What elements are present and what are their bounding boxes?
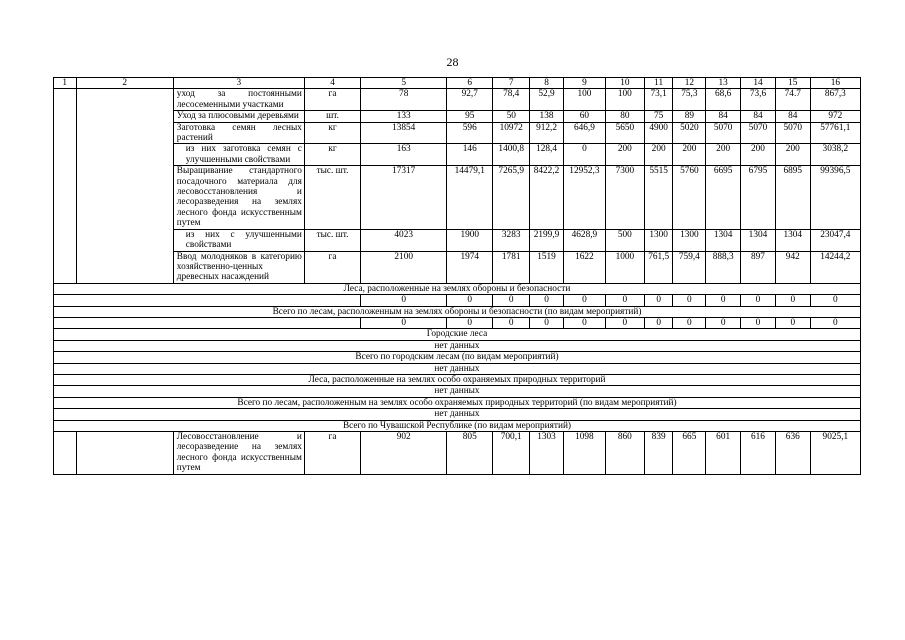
value-cell: 128,4 bbox=[530, 144, 564, 166]
unit-cell: га bbox=[304, 89, 360, 111]
column-number-cell: 11 bbox=[644, 78, 673, 89]
value-cell: 7265,9 bbox=[493, 166, 530, 229]
value-cell: 0 bbox=[673, 295, 706, 306]
value-cell: 0 bbox=[810, 317, 860, 328]
table-row bbox=[54, 166, 861, 229]
activity-name: Лесовосстановление и лесоразведение на землях лесного фонда искусственным путем bbox=[173, 432, 304, 475]
value-cell: 0 bbox=[741, 317, 776, 328]
value-cell: 9025,1 bbox=[810, 432, 860, 475]
column-number-row bbox=[54, 78, 861, 89]
value-cell: 0 bbox=[563, 317, 605, 328]
no-data-row bbox=[54, 386, 861, 397]
table-row bbox=[54, 251, 861, 283]
value-cell: 6795 bbox=[741, 166, 776, 229]
activity-name: из них с улучшенными свойствами bbox=[173, 229, 304, 251]
value-cell: 1303 bbox=[530, 432, 564, 475]
page-number: 28 bbox=[446, 55, 459, 69]
no-data-row bbox=[54, 409, 861, 420]
value-cell: 133 bbox=[361, 111, 447, 122]
value-cell: 3283 bbox=[493, 229, 530, 251]
column-number-cell: 12 bbox=[673, 78, 706, 89]
no-data-row bbox=[54, 363, 861, 374]
value-cell: 5020 bbox=[673, 122, 706, 144]
table-row bbox=[54, 229, 861, 251]
value-cell: 100 bbox=[605, 89, 644, 111]
value-cell: 8422,2 bbox=[530, 166, 564, 229]
value-cell: 1098 bbox=[563, 432, 605, 475]
value-cell: 74.7 bbox=[775, 89, 810, 111]
value-cell: 0 bbox=[447, 295, 493, 306]
value-cell: 12952,3 bbox=[563, 166, 605, 229]
value-cell: 0 bbox=[605, 317, 644, 328]
no-data-row bbox=[54, 340, 861, 351]
value-cell: 972 bbox=[810, 111, 860, 122]
zero-values-row bbox=[54, 317, 861, 328]
value-cell: 1300 bbox=[673, 229, 706, 251]
value-cell: 0 bbox=[741, 295, 776, 306]
value-cell: 68,6 bbox=[706, 89, 741, 111]
value-cell: 4628,9 bbox=[563, 229, 605, 251]
unit-cell: кг bbox=[304, 144, 360, 166]
value-cell: 0 bbox=[706, 317, 741, 328]
value-cell: 1304 bbox=[775, 229, 810, 251]
value-cell: 200 bbox=[605, 144, 644, 166]
section-total-title bbox=[54, 420, 861, 431]
section-title bbox=[54, 329, 861, 340]
activity-name: Заготовка семян лесных растений bbox=[173, 122, 304, 144]
value-cell: 50 bbox=[493, 111, 530, 122]
value-cell: 73,1 bbox=[644, 89, 673, 111]
value-cell: 5070 bbox=[775, 122, 810, 144]
value-cell: 902 bbox=[361, 432, 447, 475]
no-data-row-cell: нет данных bbox=[54, 363, 861, 374]
value-cell: 0 bbox=[493, 295, 530, 306]
empty-cell bbox=[54, 317, 361, 328]
value-cell: 897 bbox=[741, 251, 776, 283]
section-title-cell: Леса, расположенные на землях особо охраняемых природных территорий bbox=[54, 374, 861, 385]
unit-cell: шт. bbox=[304, 111, 360, 122]
value-cell: 6695 bbox=[706, 166, 741, 229]
value-cell: 0 bbox=[706, 295, 741, 306]
section-title-cell: Городские леса bbox=[54, 329, 861, 340]
column-number-cell: 16 bbox=[810, 78, 860, 89]
value-cell: 99396,5 bbox=[810, 166, 860, 229]
unit-cell: кг bbox=[304, 122, 360, 144]
section-total-title-cell: Всего по Чувашской Республике (по видам мероприятий) bbox=[54, 420, 861, 431]
activity-name: из них заготовка семян с улучшенными свойствами bbox=[173, 144, 304, 166]
value-cell: 665 bbox=[673, 432, 706, 475]
value-cell: 0 bbox=[775, 295, 810, 306]
value-cell: 200 bbox=[644, 144, 673, 166]
value-cell: 4023 bbox=[361, 229, 447, 251]
table-row bbox=[54, 89, 861, 111]
value-cell: 759,4 bbox=[673, 251, 706, 283]
value-cell: 0 bbox=[810, 295, 860, 306]
table-row bbox=[54, 111, 861, 122]
value-cell: 10972 bbox=[493, 122, 530, 144]
value-cell: 912,2 bbox=[530, 122, 564, 144]
value-cell: 1900 bbox=[447, 229, 493, 251]
value-cell: 75,3 bbox=[673, 89, 706, 111]
value-cell: 601 bbox=[706, 432, 741, 475]
value-cell: 1304 bbox=[741, 229, 776, 251]
activity-name: Ввод молодняков в категорию хозяйственно-ценных древесных насаждений bbox=[173, 251, 304, 283]
value-cell: 146 bbox=[447, 144, 493, 166]
value-cell: 0 bbox=[530, 317, 564, 328]
value-cell: 1000 bbox=[605, 251, 644, 283]
value-cell: 0 bbox=[644, 317, 673, 328]
value-cell: 73,6 bbox=[741, 89, 776, 111]
value-cell: 100 bbox=[563, 89, 605, 111]
value-cell: 2199,9 bbox=[530, 229, 564, 251]
section-title bbox=[54, 283, 861, 294]
forestry-table bbox=[53, 77, 861, 475]
value-cell: 0 bbox=[493, 317, 530, 328]
value-cell: 5760 bbox=[673, 166, 706, 229]
value-cell: 1974 bbox=[447, 251, 493, 283]
value-cell: 1781 bbox=[493, 251, 530, 283]
empty-cell bbox=[54, 295, 361, 306]
unit-cell: га bbox=[304, 251, 360, 283]
column-number-cell: 4 bbox=[304, 78, 360, 89]
value-cell: 84 bbox=[775, 111, 810, 122]
value-cell: 2100 bbox=[361, 251, 447, 283]
unit-cell: тыс. шт. bbox=[304, 229, 360, 251]
value-cell: 200 bbox=[775, 144, 810, 166]
column-number-cell: 8 bbox=[530, 78, 564, 89]
empty-cell bbox=[54, 432, 77, 475]
value-cell: 805 bbox=[447, 432, 493, 475]
value-cell: 200 bbox=[706, 144, 741, 166]
value-cell: 6895 bbox=[775, 166, 810, 229]
section-total-title bbox=[54, 352, 861, 363]
value-cell: 60 bbox=[563, 111, 605, 122]
no-data-row-cell: нет данных bbox=[54, 340, 861, 351]
value-cell: 500 bbox=[605, 229, 644, 251]
column-number-cell: 3 bbox=[173, 78, 304, 89]
value-cell: 0 bbox=[605, 295, 644, 306]
value-cell: 5070 bbox=[741, 122, 776, 144]
column-number-cell: 14 bbox=[741, 78, 776, 89]
unit-cell: тыс. шт. bbox=[304, 166, 360, 229]
value-cell: 1304 bbox=[706, 229, 741, 251]
section-total-title-cell: Всего по лесам, расположенным на землях обороны и безопасности (по видам мероприятий) bbox=[54, 306, 861, 317]
value-cell: 78,4 bbox=[493, 89, 530, 111]
value-cell: 839 bbox=[644, 432, 673, 475]
section-total-title-cell: Всего по лесам, расположенным на землях особо охраняемых природных территорий (по видам мероприятий) bbox=[54, 397, 861, 408]
value-cell: 163 bbox=[361, 144, 447, 166]
value-cell: 95 bbox=[447, 111, 493, 122]
no-data-row-cell: нет данных bbox=[54, 409, 861, 420]
value-cell: 0 bbox=[775, 317, 810, 328]
empty-cell bbox=[76, 89, 173, 283]
column-number-cell: 2 bbox=[76, 78, 173, 89]
value-cell: 92,7 bbox=[447, 89, 493, 111]
value-cell: 646,9 bbox=[563, 122, 605, 144]
value-cell: 1622 bbox=[563, 251, 605, 283]
value-cell: 860 bbox=[605, 432, 644, 475]
activity-name: Выращивание стандартного посадочного материала для лесовосстановления и лесоразведения на землях лесного фонда искусственным путем bbox=[173, 166, 304, 229]
empty-cell bbox=[76, 432, 173, 475]
value-cell: 942 bbox=[775, 251, 810, 283]
section-title-cell: Леса, расположенные на землях обороны и безопасности bbox=[54, 283, 861, 294]
column-number-cell: 15 bbox=[775, 78, 810, 89]
value-cell: 636 bbox=[775, 432, 810, 475]
section-total-title bbox=[54, 306, 861, 317]
value-cell: 23047,4 bbox=[810, 229, 860, 251]
table-row bbox=[54, 432, 861, 475]
value-cell: 200 bbox=[741, 144, 776, 166]
value-cell: 867,3 bbox=[810, 89, 860, 111]
table-row bbox=[54, 144, 861, 166]
section-total-title-cell: Всего по городским лесам (по видам мероприятий) bbox=[54, 352, 861, 363]
value-cell: 84 bbox=[741, 111, 776, 122]
value-cell: 75 bbox=[644, 111, 673, 122]
value-cell: 78 bbox=[361, 89, 447, 111]
value-cell: 17317 bbox=[361, 166, 447, 229]
value-cell: 14244,2 bbox=[810, 251, 860, 283]
value-cell: 700,1 bbox=[493, 432, 530, 475]
value-cell: 5650 bbox=[605, 122, 644, 144]
activity-name: Уход за плюсовыми деревьями bbox=[173, 111, 304, 122]
value-cell: 0 bbox=[447, 317, 493, 328]
value-cell: 80 bbox=[605, 111, 644, 122]
value-cell: 761,5 bbox=[644, 251, 673, 283]
column-number-cell: 1 bbox=[54, 78, 77, 89]
value-cell: 0 bbox=[644, 295, 673, 306]
value-cell: 57761,1 bbox=[810, 122, 860, 144]
value-cell: 3038,2 bbox=[810, 144, 860, 166]
no-data-row-cell: нет данных bbox=[54, 386, 861, 397]
column-number-cell: 10 bbox=[605, 78, 644, 89]
value-cell: 138 bbox=[530, 111, 564, 122]
value-cell: 14479,1 bbox=[447, 166, 493, 229]
table-row bbox=[54, 122, 861, 144]
value-cell: 0 bbox=[673, 317, 706, 328]
value-cell: 4900 bbox=[644, 122, 673, 144]
unit-cell: га bbox=[304, 432, 360, 475]
value-cell: 1519 bbox=[530, 251, 564, 283]
value-cell: 200 bbox=[673, 144, 706, 166]
value-cell: 89 bbox=[673, 111, 706, 122]
section-total-title bbox=[54, 397, 861, 408]
value-cell: 5070 bbox=[706, 122, 741, 144]
value-cell: 5515 bbox=[644, 166, 673, 229]
value-cell: 1400,8 bbox=[493, 144, 530, 166]
value-cell: 84 bbox=[706, 111, 741, 122]
zero-values-row bbox=[54, 295, 861, 306]
value-cell: 596 bbox=[447, 122, 493, 144]
column-number-cell: 5 bbox=[361, 78, 447, 89]
value-cell: 1300 bbox=[644, 229, 673, 251]
value-cell: 0 bbox=[361, 317, 447, 328]
column-number-cell: 9 bbox=[563, 78, 605, 89]
value-cell: 0 bbox=[361, 295, 447, 306]
empty-cell bbox=[54, 89, 77, 283]
value-cell: 52,9 bbox=[530, 89, 564, 111]
activity-name: уход за постоянными лесосеменными участками bbox=[173, 89, 304, 111]
value-cell: 616 bbox=[741, 432, 776, 475]
value-cell: 0 bbox=[563, 144, 605, 166]
value-cell: 0 bbox=[530, 295, 564, 306]
value-cell: 7300 bbox=[605, 166, 644, 229]
column-number-cell: 7 bbox=[493, 78, 530, 89]
value-cell: 0 bbox=[563, 295, 605, 306]
column-number-cell: 6 bbox=[447, 78, 493, 89]
value-cell: 888,3 bbox=[706, 251, 741, 283]
column-number-cell: 13 bbox=[706, 78, 741, 89]
value-cell: 13854 bbox=[361, 122, 447, 144]
section-title bbox=[54, 374, 861, 385]
